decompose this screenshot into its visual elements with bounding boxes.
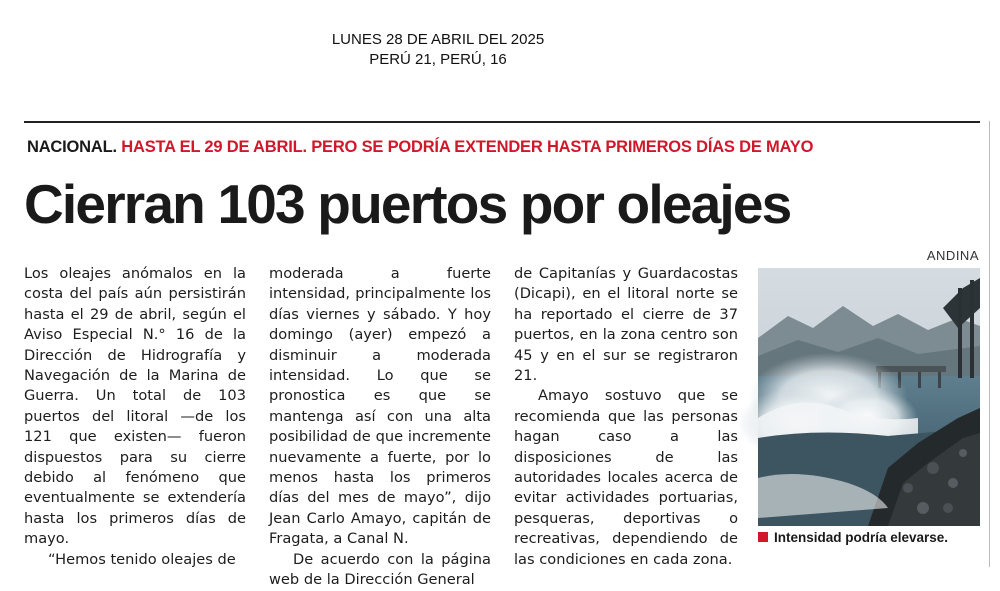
article-column-1 (24, 264, 246, 570)
paragraph: Amayo sostuvo que se recomienda que las personas hagan caso a las disposiciones de las autoridades locales acerca de evitar actividades portuarias, pesqueras, deportivas o recreativas, dependiendo de las condiciones en cada zona. (514, 387, 738, 568)
kicker (27, 138, 813, 157)
top-rule (24, 121, 980, 123)
paragraph: “Hemos tenido oleajes de (48, 550, 236, 568)
publication-source: PERÚ 21, PERÚ, 16 (369, 51, 507, 68)
article-column-2 (269, 264, 491, 591)
paragraph: de Capitanías y Guardacostas (Dicapi), en el litoral norte se ha reportado el cierre de 37 puertos, en la zona centro son 45 y en el sur se registraron 21. (514, 265, 738, 385)
dateline (300, 30, 576, 70)
article-column-3 (514, 264, 738, 570)
caption-marker-icon (758, 532, 768, 542)
paragraph: moderada a fuerte intensidad, principalmente los días viernes y sábado. Y hoy domingo (ayer) empezó a disminuir a moderada intensidad. Lo que se pronostica es que se mantenga así con una alta posibilidad de que incremente nuevamente a fuerte, por lo menos hasta los primeros días del mes de mayo”, dijo Jean Carlo Amayo, capitán de Fragata, a Canal N. (269, 265, 491, 548)
paragraph: Los oleajes anómalos en la costa del país aún persistirán hasta el 29 de abril, según el Aviso Especial N.° 16 de la Dirección de Hidrografía y Navegación de la Marina de Guerra. Un total de 103 puertos del litoral —de los 121 que existen— fueron dispuestos para su cierre debido al fenómeno que eventualmente se extendería hasta los primeros días de mayo. (24, 265, 246, 548)
publication-date: LUNES 28 DE ABRIL DEL 2025 (331, 31, 545, 48)
kicker-text: HASTA EL 29 DE ABRIL. PERO SE PODRÍA EXTENDER HASTA PRIMEROS DÍAS DE MAYO (121, 138, 814, 156)
caption-text: Intensidad podría elevarse. (774, 530, 949, 545)
section-label: NACIONAL. (27, 138, 117, 156)
headline: Cierran 103 puertos por oleajes (24, 173, 791, 235)
paragraph: De acuerdo con la página web de la Dirección General (269, 550, 491, 589)
side-rule (989, 121, 990, 567)
photo-caption (758, 530, 948, 545)
article-photo (758, 268, 980, 526)
photo-credit: ANDINA (926, 248, 979, 263)
